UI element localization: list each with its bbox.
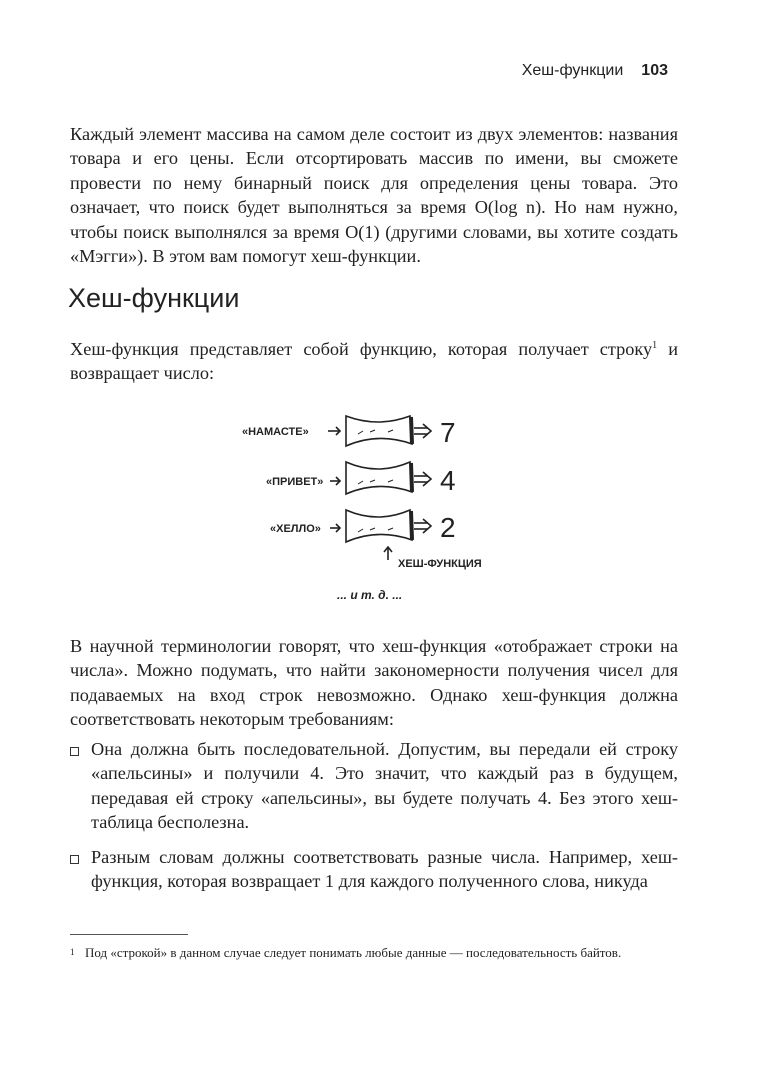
- arrow-icon: [328, 427, 340, 435]
- output-value-1: 7: [440, 417, 456, 448]
- paragraph-intro: Каждый элемент массива на самом деле состоит из двух элементов: названия товара и его цены. Если отсортировать массив по имени, вы сможете провести по нему бинарный поиск для определения цены товара. Это означает, что поиск будет выполняться за время O(log n). Но нам нужно, чтобы поиск выполнялся за время O(1) (другими словами, вы хотите создать «Мэгги»). В этом вам помогут хеш-функции.: [70, 124, 678, 267]
- page-number: 103: [641, 62, 668, 79]
- double-arrow-icon: [414, 472, 431, 486]
- paragraph-definition-text: Хеш-функция представляет собой функцию, которая получает строку: [70, 339, 653, 359]
- checkbox-bullet-icon: [70, 747, 79, 756]
- arrow-icon: [330, 524, 340, 532]
- bowtie-function-icon: [346, 510, 412, 542]
- paragraph-definition-end: и возвращает число:: [70, 339, 678, 384]
- input-label-1: «НАМАСТЕ»: [242, 426, 309, 438]
- list-item-text: Разным словам должны соответствовать разные числа. Например, хеш-функция, которая возвращает 1 для каждого полученного слова, никуда: [91, 847, 678, 892]
- bowtie-function-icon: [346, 462, 412, 494]
- output-value-2: 4: [440, 465, 456, 496]
- hash-function-illustration: [240, 400, 520, 610]
- list-item: [70, 845, 678, 894]
- input-label-2: «ПРИВЕТ»: [266, 476, 324, 488]
- paragraph-requirements: В научной терминологии говорят, что хеш-функция «отображает строки на числа». Можно подумать, что найти закономерности получения чисел для подаваемых на вход строк невозможно. Однако хеш-функция должна соответствовать некоторым требованиям:: [70, 636, 678, 730]
- arrow-icon: [330, 477, 340, 485]
- footnote-reference: 1: [652, 339, 658, 351]
- checkbox-bullet-icon: [70, 855, 79, 864]
- paragraph-definition: [70, 337, 678, 386]
- running-head: [522, 62, 668, 80]
- output-value-3: 2: [440, 512, 456, 543]
- hash-function-label: ХЕШ-ФУНКЦИЯ: [398, 558, 482, 570]
- footnote-text: Под «строкой» в данном случае следует понимать любые данные — последовательность байтов.: [85, 945, 622, 960]
- footnote: [70, 943, 678, 962]
- input-label-3: «ХЕЛЛО»: [270, 523, 321, 535]
- footnote-mark: 1: [70, 947, 75, 957]
- section-heading: Хеш-функции: [68, 283, 240, 313]
- list-item-text: Она должна быть последовательной. Допустим, вы передали ей строку «апельсины» и получили 4. Это значит, что каждый раз в будущем, передавая ей строку «апельсины», вы будете получать 4. Без этого хеш-таблица бесполезна.: [91, 739, 678, 833]
- double-arrow-icon: [414, 424, 431, 438]
- etc-label: ... и т. д. ...: [337, 588, 403, 602]
- footnote-divider: [70, 934, 188, 935]
- running-head-title: Хеш-функции: [521, 62, 624, 79]
- bowtie-function-icon: [346, 416, 412, 446]
- list-item: [70, 737, 678, 835]
- pointer-arrow-icon: [384, 547, 392, 560]
- double-arrow-icon: [414, 519, 431, 533]
